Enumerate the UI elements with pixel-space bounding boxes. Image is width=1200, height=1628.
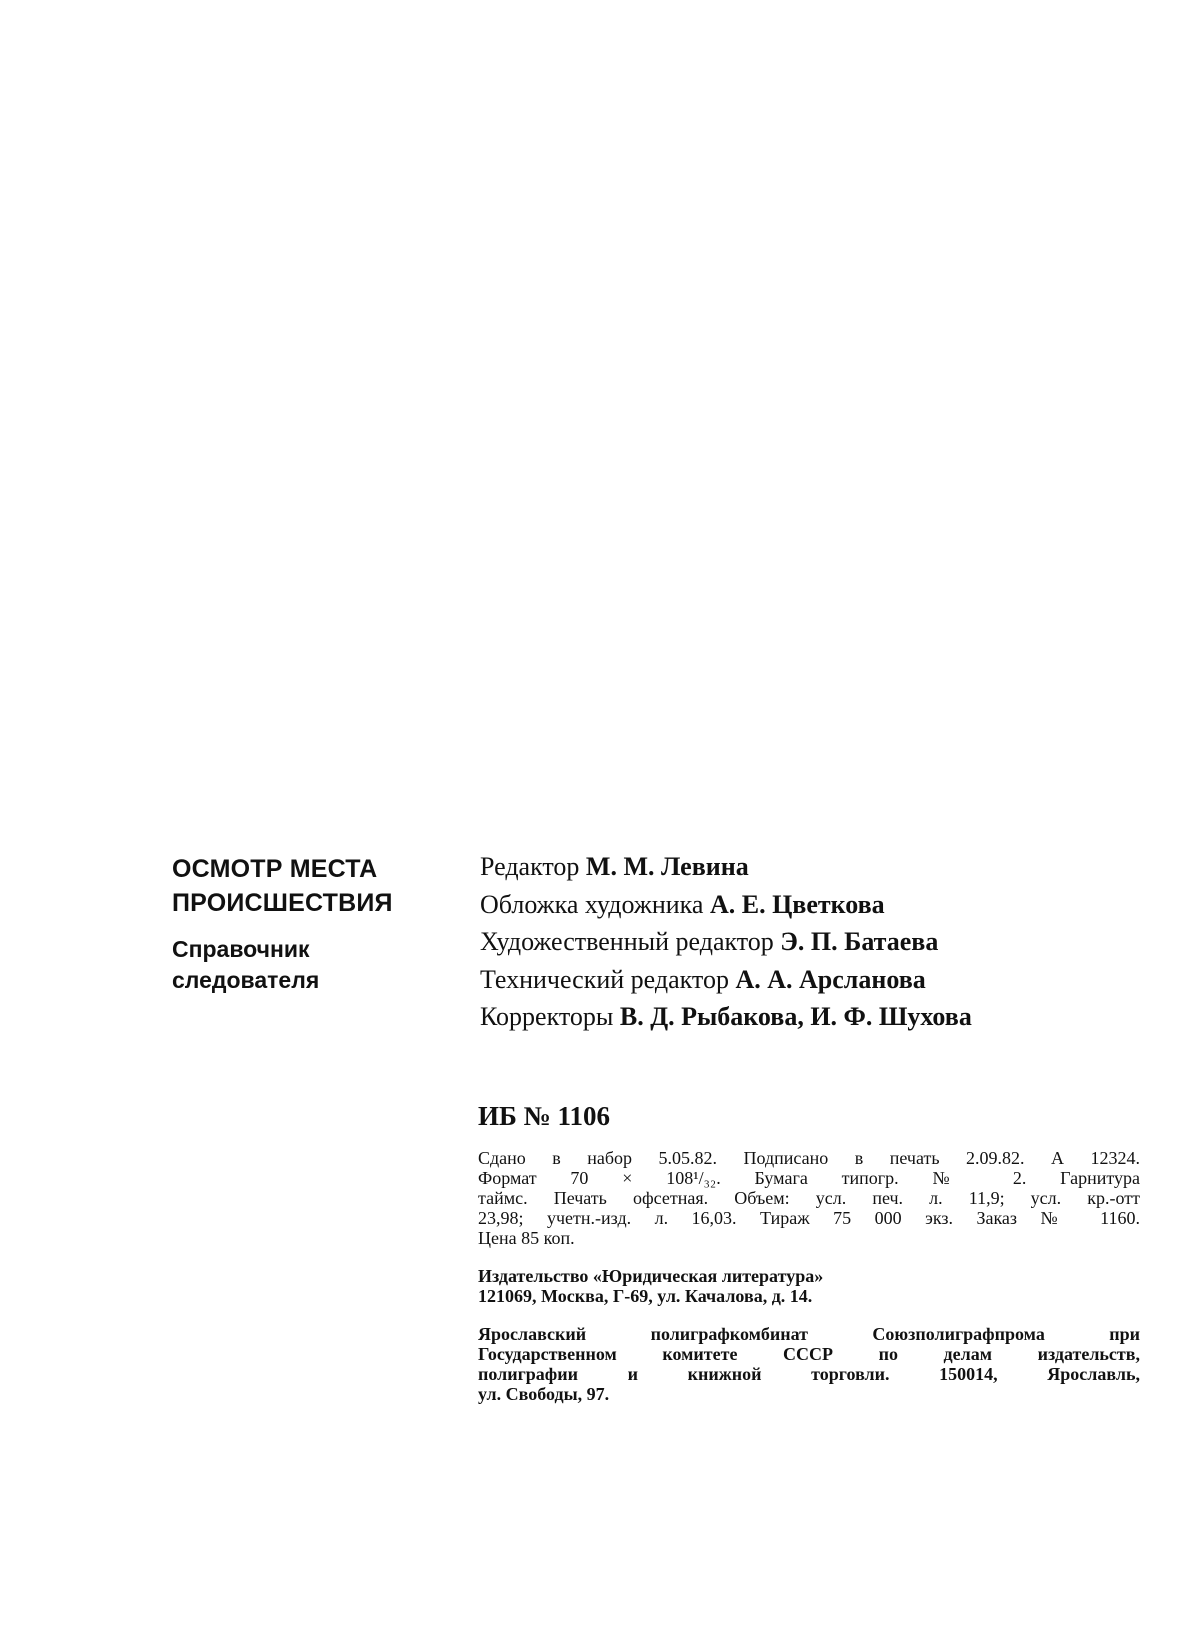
publisher-address: 121069, Москва, Г-69, ул. Качалова, д. 14. (478, 1286, 813, 1306)
ib-number: ИБ № 1106 (478, 1101, 610, 1131)
book-title (172, 852, 452, 920)
credit-technical-editor (480, 961, 1140, 999)
credit-names: А. А. Арсланова (735, 964, 926, 994)
credit-names: Э. П. Батаева (780, 927, 939, 956)
book-title-line: ПРОИСШЕСТВИЯ (172, 889, 393, 917)
credit-names: В. Д. Рыбакова, И. Ф. Шухова (619, 1002, 972, 1031)
credit-art-editor (480, 923, 1140, 961)
book-heading-block (172, 852, 452, 996)
credit-names: А. Е. Цветкова (709, 889, 885, 919)
credits-list (480, 848, 1140, 1036)
credit-proofreaders (480, 998, 1140, 1036)
credit-role: Редактор (480, 852, 580, 881)
credit-editor (480, 848, 1140, 886)
printer-line: ул. Свободы, 97. (478, 1384, 610, 1404)
print-details (478, 1148, 1140, 1248)
credit-role: Художественный редактор (480, 927, 774, 956)
credit-role: Технический редактор (480, 964, 729, 994)
printer-line: полиграфии и книжной торговли. 150014, Ярославль, (478, 1364, 1140, 1384)
print-details-line: Цена 85 коп. (478, 1228, 575, 1248)
publisher-name: Издательство «Юридическая литература» (478, 1266, 824, 1286)
print-details-line: Сдано в набор 5.05.82. Подписано в печать 2.09.82. А 12324. (478, 1148, 1140, 1168)
imprint-block (478, 1100, 1140, 1404)
print-details-line: таймс. Печать офсетная. Объем: усл. печ. л. 11,9; усл. кр.-отт (478, 1188, 1140, 1208)
print-details-line: 23,98; учетн.-изд. л. 16,03. Тираж 75 000 экз. Заказ № 1160. (478, 1208, 1140, 1228)
book-subtitle (172, 934, 452, 996)
printer-line: Государственном комитете СССР по делам издательств, (478, 1344, 1140, 1364)
credit-names: М. М. Левина (585, 852, 749, 881)
credit-role: Корректоры (480, 1002, 614, 1031)
credit-cover-artist (480, 886, 1140, 924)
publisher-info (478, 1266, 1140, 1306)
book-subtitle-line: следователя (172, 967, 320, 993)
credit-role: Обложка художника (480, 889, 704, 919)
printer-line: Ярославский полиграфкомбинат Союзполиграфпрома при (478, 1324, 1140, 1344)
printer-info (478, 1324, 1140, 1404)
book-title-line: ОСМОТР МЕСТА (172, 855, 378, 883)
print-details-line: Формат 70 × 108¹/₃₂. Бумага типогр. № 2. Гарнитура (478, 1168, 1140, 1188)
book-subtitle-line: Справочник (172, 936, 310, 962)
